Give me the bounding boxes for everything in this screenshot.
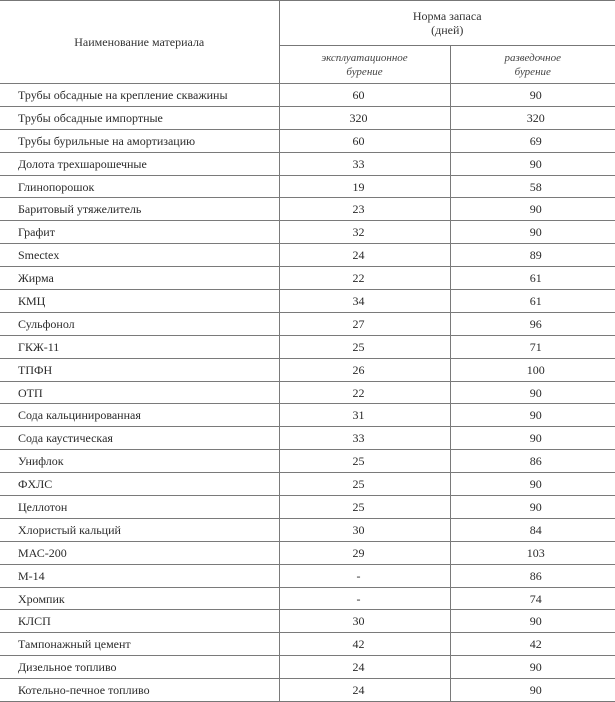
table-row: [0, 106, 615, 129]
operational-norm-cell: 25: [279, 473, 450, 496]
table-row: [0, 221, 615, 244]
operational-norm-cell: 22: [279, 267, 450, 290]
material-name-cell: Графит: [0, 221, 279, 244]
operational-norm-cell: 24: [279, 244, 450, 267]
exploratory-norm-cell: 90: [450, 496, 615, 519]
material-name-cell: М-14: [0, 564, 279, 587]
operational-norm-cell: 25: [279, 335, 450, 358]
exploratory-norm-cell: 103: [450, 541, 615, 564]
material-name-cell: Унифлок: [0, 450, 279, 473]
operational-norm-cell: 25: [279, 496, 450, 519]
operational-norm-cell: 42: [279, 633, 450, 656]
exploratory-norm-cell: 61: [450, 290, 615, 313]
exploratory-norm-cell: 90: [450, 221, 615, 244]
material-name-cell: Дизельное топливо: [0, 656, 279, 679]
operational-norm-cell: 24: [279, 679, 450, 702]
material-name-cell: Трубы бурильные на амортизацию: [0, 129, 279, 152]
operational-drilling-header: [279, 46, 450, 84]
operational-header-line1: эксплуатационное: [280, 51, 450, 65]
table-row: [0, 587, 615, 610]
operational-norm-cell: 60: [279, 129, 450, 152]
table-row: [0, 290, 615, 313]
exploratory-norm-cell: 71: [450, 335, 615, 358]
material-name-cell: Сода кальцинированная: [0, 404, 279, 427]
exploratory-norm-cell: 320: [450, 106, 615, 129]
operational-norm-cell: 27: [279, 312, 450, 335]
table-row: [0, 244, 615, 267]
exploratory-norm-cell: 96: [450, 312, 615, 335]
exploratory-drilling-header: [450, 46, 615, 84]
material-name-cell: МАС-200: [0, 541, 279, 564]
exploratory-norm-cell: 74: [450, 587, 615, 610]
operational-norm-cell: 30: [279, 518, 450, 541]
operational-norm-cell: 31: [279, 404, 450, 427]
exploratory-header-line2: бурение: [451, 65, 615, 79]
exploratory-norm-cell: 90: [450, 427, 615, 450]
operational-norm-cell: -: [279, 587, 450, 610]
table-row: [0, 656, 615, 679]
operational-norm-cell: 34: [279, 290, 450, 313]
material-name-cell: ОТП: [0, 381, 279, 404]
operational-header-line2: бурение: [280, 65, 450, 79]
material-name-cell: Трубы обсадные на крепление скважины: [0, 84, 279, 107]
operational-norm-cell: 24: [279, 656, 450, 679]
table-header: [0, 1, 615, 84]
exploratory-norm-cell: 90: [450, 610, 615, 633]
table-row: [0, 84, 615, 107]
stock-norm-header: [279, 1, 615, 46]
table-row: [0, 427, 615, 450]
operational-norm-cell: -: [279, 564, 450, 587]
table-row: [0, 564, 615, 587]
exploratory-norm-cell: 84: [450, 518, 615, 541]
exploratory-norm-cell: 90: [450, 679, 615, 702]
material-name-cell: Сода каустическая: [0, 427, 279, 450]
material-name-cell: Глинопорошок: [0, 175, 279, 198]
operational-norm-cell: 19: [279, 175, 450, 198]
table-row: [0, 450, 615, 473]
material-name-header: [0, 1, 279, 84]
material-name-cell: КМЦ: [0, 290, 279, 313]
exploratory-norm-cell: 90: [450, 152, 615, 175]
exploratory-norm-cell: 86: [450, 564, 615, 587]
material-name-cell: Сульфонол: [0, 312, 279, 335]
material-name-header-text: Наименование материала: [74, 35, 204, 49]
table-row: [0, 541, 615, 564]
operational-norm-cell: 60: [279, 84, 450, 107]
material-name-cell: КЛСП: [0, 610, 279, 633]
material-name-cell: Хлористый кальций: [0, 518, 279, 541]
operational-norm-cell: 32: [279, 221, 450, 244]
material-name-cell: Хромпик: [0, 587, 279, 610]
table-row: [0, 198, 615, 221]
table-row: [0, 610, 615, 633]
stock-norm-unit: (дней): [280, 23, 615, 37]
operational-norm-cell: 26: [279, 358, 450, 381]
table-row: [0, 473, 615, 496]
operational-norm-cell: 30: [279, 610, 450, 633]
table-row: [0, 404, 615, 427]
operational-norm-cell: 320: [279, 106, 450, 129]
exploratory-norm-cell: 69: [450, 129, 615, 152]
operational-norm-cell: 23: [279, 198, 450, 221]
exploratory-norm-cell: 42: [450, 633, 615, 656]
table-row: [0, 267, 615, 290]
exploratory-norm-cell: 90: [450, 473, 615, 496]
table-row: [0, 312, 615, 335]
exploratory-norm-cell: 90: [450, 404, 615, 427]
exploratory-norm-cell: 90: [450, 656, 615, 679]
material-name-cell: Тампонажный цемент: [0, 633, 279, 656]
table-row: [0, 518, 615, 541]
exploratory-norm-cell: 100: [450, 358, 615, 381]
material-name-cell: Долота трехшарошечные: [0, 152, 279, 175]
table-row: [0, 175, 615, 198]
material-name-cell: ФХЛС: [0, 473, 279, 496]
table-row: [0, 381, 615, 404]
table-row: [0, 152, 615, 175]
table-row: [0, 335, 615, 358]
exploratory-norm-cell: 89: [450, 244, 615, 267]
material-name-cell: Трубы обсадные импортные: [0, 106, 279, 129]
material-name-cell: Целлотон: [0, 496, 279, 519]
exploratory-norm-cell: 58: [450, 175, 615, 198]
material-name-cell: Жирма: [0, 267, 279, 290]
exploratory-norm-cell: 61: [450, 267, 615, 290]
table-body: [0, 84, 615, 702]
exploratory-norm-cell: 86: [450, 450, 615, 473]
material-name-cell: Smectex: [0, 244, 279, 267]
exploratory-norm-cell: 90: [450, 381, 615, 404]
exploratory-header-line1: разведочное: [451, 51, 615, 65]
operational-norm-cell: 29: [279, 541, 450, 564]
table-row: [0, 633, 615, 656]
operational-norm-cell: 33: [279, 427, 450, 450]
exploratory-norm-cell: 90: [450, 84, 615, 107]
operational-norm-cell: 25: [279, 450, 450, 473]
table-row: [0, 358, 615, 381]
exploratory-norm-cell: 90: [450, 198, 615, 221]
table-row: [0, 679, 615, 702]
operational-norm-cell: 22: [279, 381, 450, 404]
material-name-cell: Котельно-печное топливо: [0, 679, 279, 702]
material-name-cell: ГКЖ-11: [0, 335, 279, 358]
stock-norm-title: Норма запаса: [280, 9, 615, 23]
table-row: [0, 496, 615, 519]
material-name-cell: Баритовый утяжелитель: [0, 198, 279, 221]
material-name-cell: ТПФН: [0, 358, 279, 381]
operational-norm-cell: 33: [279, 152, 450, 175]
table-row: [0, 129, 615, 152]
